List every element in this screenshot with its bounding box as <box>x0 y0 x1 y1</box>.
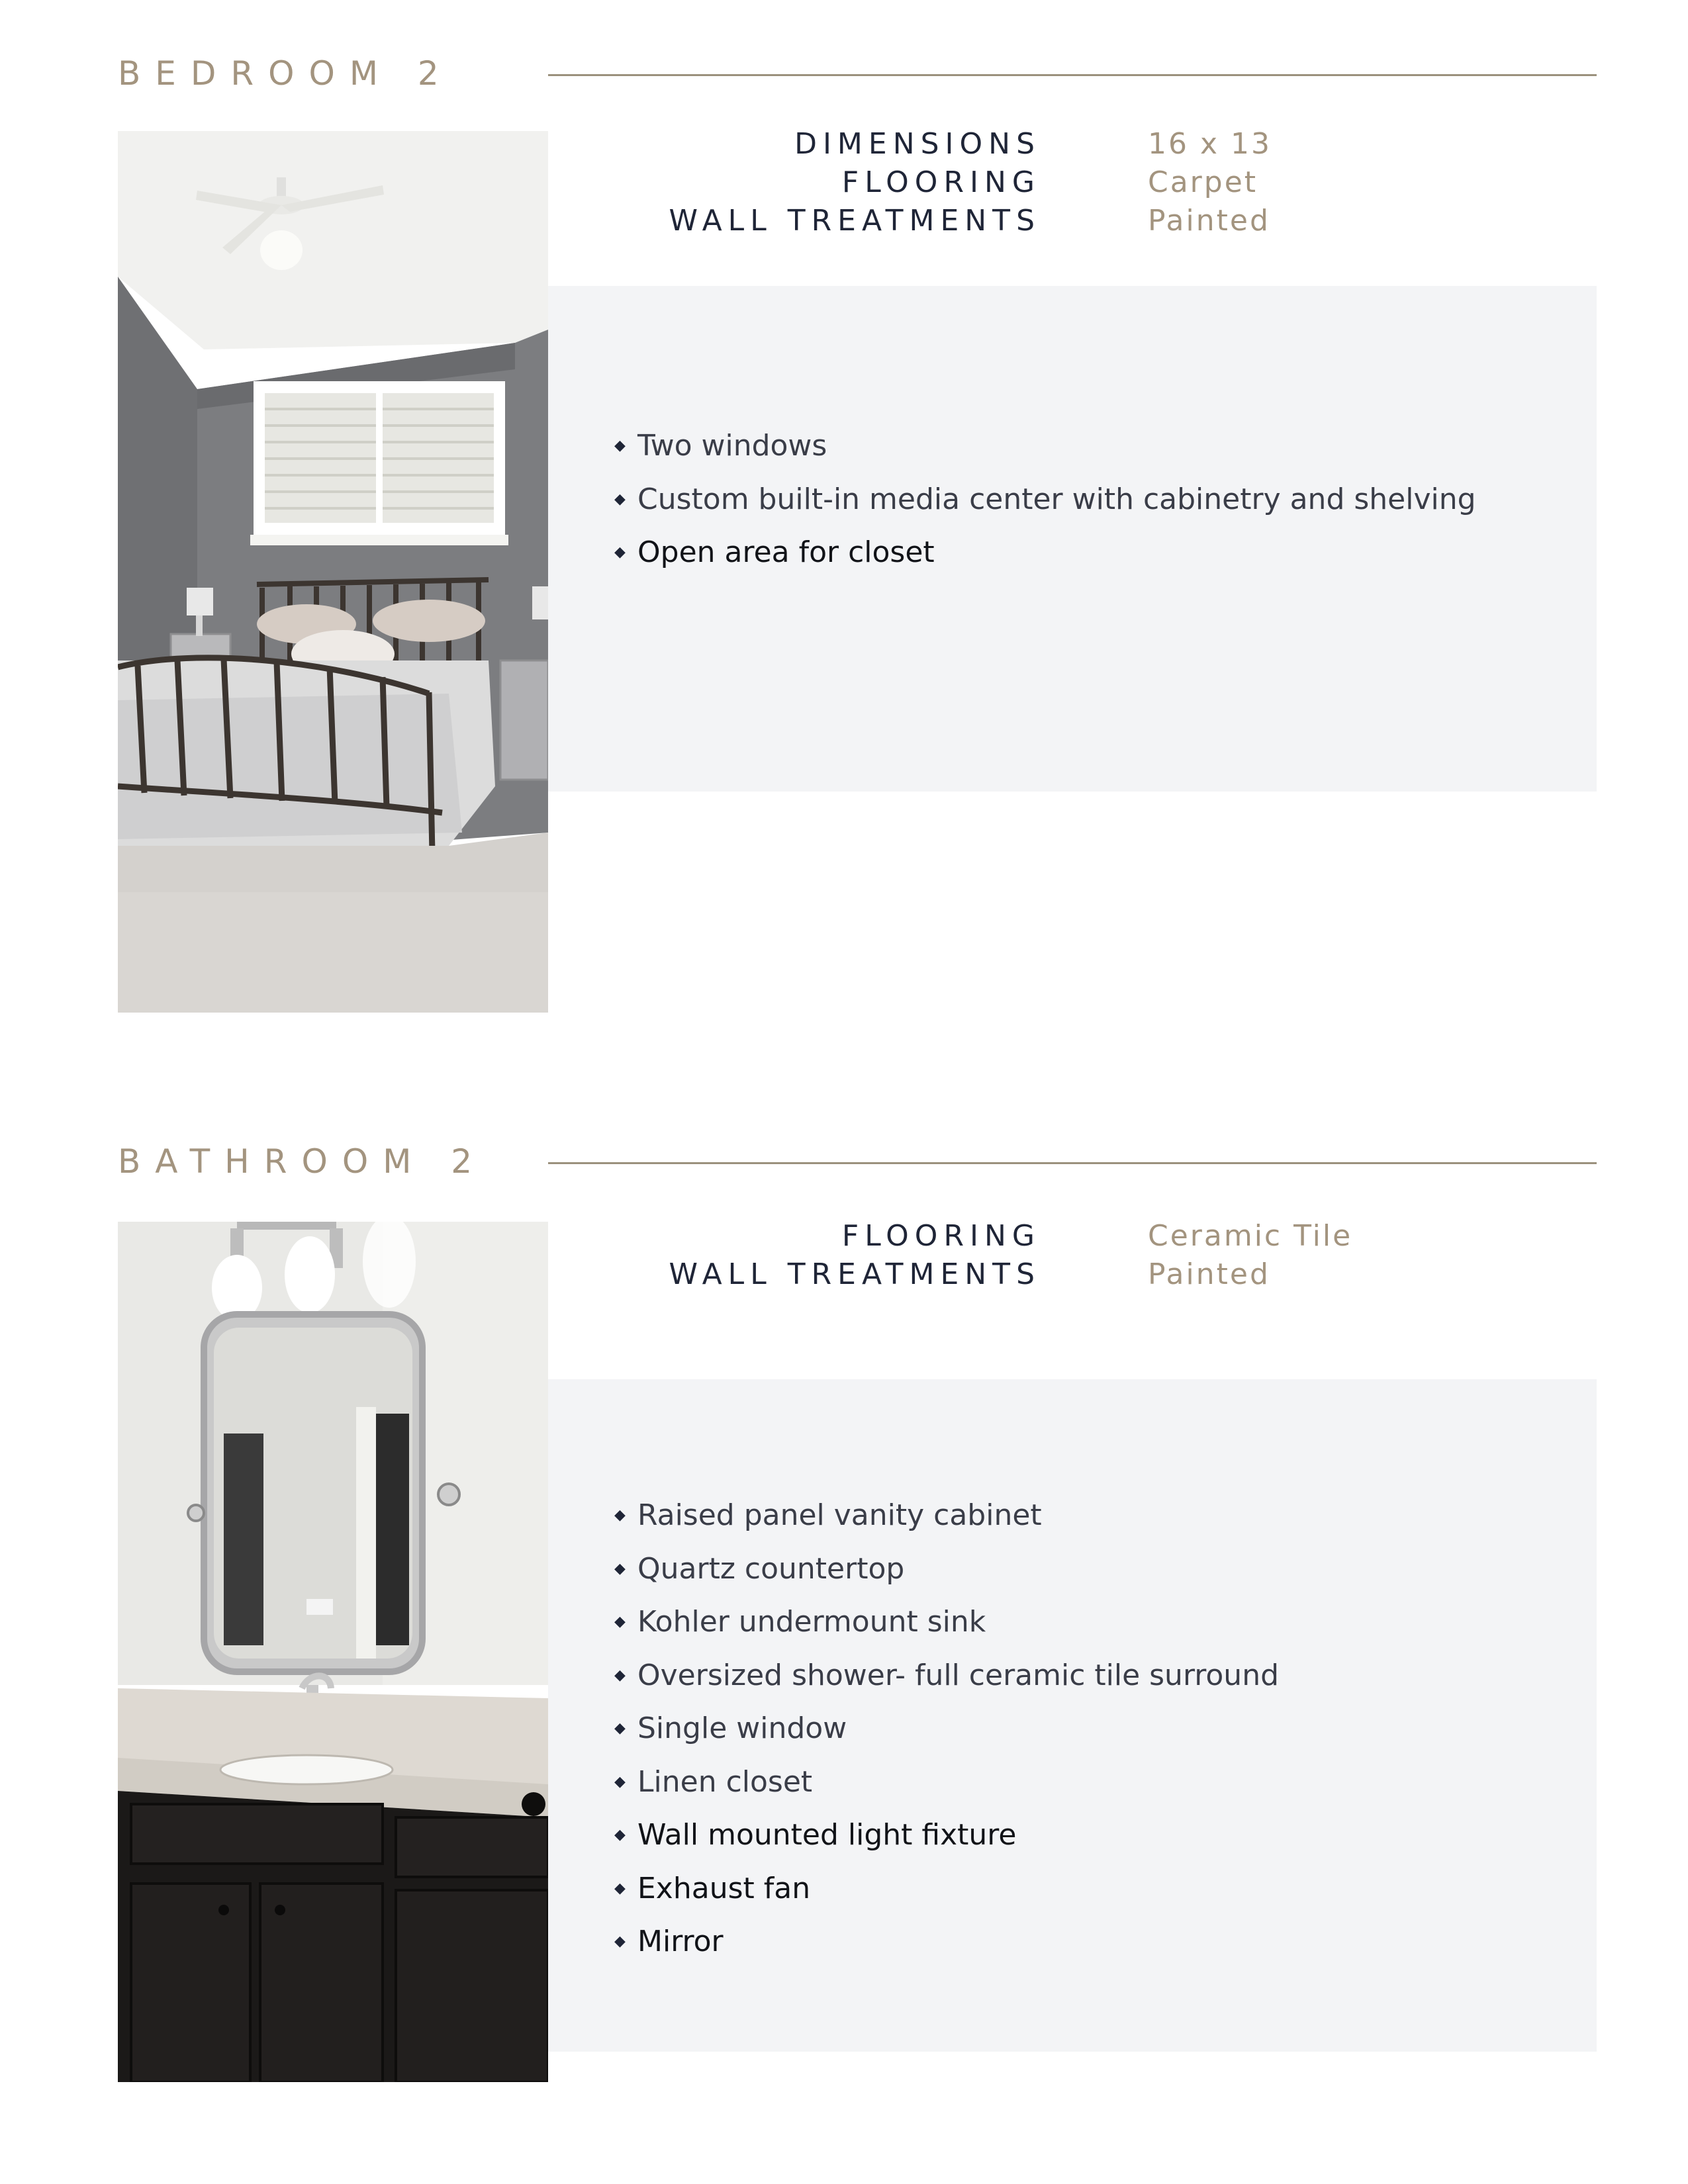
spec-label: DIMENSIONS <box>794 127 1041 161</box>
spec-value: Painted <box>1148 204 1270 238</box>
bullet-icon: ◆ <box>614 1666 626 1684</box>
bullet-icon: ◆ <box>614 544 626 561</box>
feature-text: Quartz countertop <box>637 1551 905 1586</box>
list-item <box>614 1649 1279 1703</box>
spec-row-dimensions <box>596 127 1589 165</box>
bedroom-features-list <box>614 420 1476 580</box>
list-item <box>614 1915 1279 1969</box>
spec-row-flooring <box>596 165 1589 204</box>
feature-text: Kohler undermount sink <box>637 1605 986 1639</box>
bullet-icon: ◆ <box>614 1880 626 1897</box>
bullet-icon: ◆ <box>614 437 626 454</box>
feature-text: Raised panel vanity cabinet <box>637 1498 1042 1532</box>
bedroom-photo <box>118 131 548 1013</box>
spec-value: Ceramic Tile <box>1148 1219 1353 1253</box>
list-item <box>614 1862 1279 1916</box>
bathroom-section-title: BATHROOM 2 <box>118 1142 487 1181</box>
bullet-icon: ◆ <box>614 1507 626 1524</box>
bullet-icon: ◆ <box>614 1614 626 1630</box>
feature-text: Wall mounted light fixture <box>637 1818 1017 1852</box>
bullet-icon: ◆ <box>614 1560 626 1577</box>
bedroom-divider <box>548 74 1597 76</box>
list-item <box>614 1756 1279 1809</box>
feature-text: Two windows <box>637 429 827 463</box>
list-item <box>614 420 1476 473</box>
feature-text: Mirror <box>637 1925 724 1958</box>
spec-value: Carpet <box>1148 165 1258 199</box>
list-item <box>614 1596 1279 1649</box>
feature-text: Single window <box>637 1711 847 1745</box>
bullet-icon: ◆ <box>614 1827 626 1843</box>
list-item <box>614 1489 1279 1543</box>
list-item <box>614 1702 1279 1756</box>
bathroom-photo <box>118 1222 548 2082</box>
bedroom-specs <box>596 127 1589 242</box>
spec-label: FLOORING <box>841 1219 1041 1253</box>
spec-row-wall-treatments <box>596 204 1589 242</box>
list-item <box>614 1809 1279 1862</box>
feature-text: Custom built-in media center with cabinetry and shelving <box>637 482 1476 516</box>
bullet-icon: ◆ <box>614 1933 626 1950</box>
list-item <box>614 1543 1279 1596</box>
spec-label: WALL TREATMENTS <box>669 204 1041 238</box>
spec-value: 16 x 13 <box>1148 127 1272 161</box>
bathroom-features-list <box>614 1489 1279 1969</box>
bullet-icon: ◆ <box>614 1773 626 1790</box>
bullet-icon: ◆ <box>614 1720 626 1737</box>
bathroom-specs <box>596 1219 1589 1296</box>
spec-value: Painted <box>1148 1257 1270 1291</box>
bathroom-divider <box>548 1162 1597 1164</box>
spec-row-flooring <box>596 1219 1589 1257</box>
feature-text: Oversized shower- full ceramic tile surround <box>637 1658 1280 1692</box>
spec-label: FLOORING <box>841 165 1041 199</box>
list-item <box>614 473 1476 527</box>
bedroom-section-title: BEDROOM 2 <box>118 54 453 93</box>
list-item <box>614 526 1476 580</box>
feature-text: Exhaust fan <box>637 1871 811 1905</box>
feature-text: Linen closet <box>637 1764 813 1799</box>
feature-text: Open area for closet <box>637 535 935 569</box>
spec-label: WALL TREATMENTS <box>669 1257 1041 1291</box>
bullet-icon: ◆ <box>614 490 626 508</box>
spec-row-wall-treatments <box>596 1257 1589 1296</box>
